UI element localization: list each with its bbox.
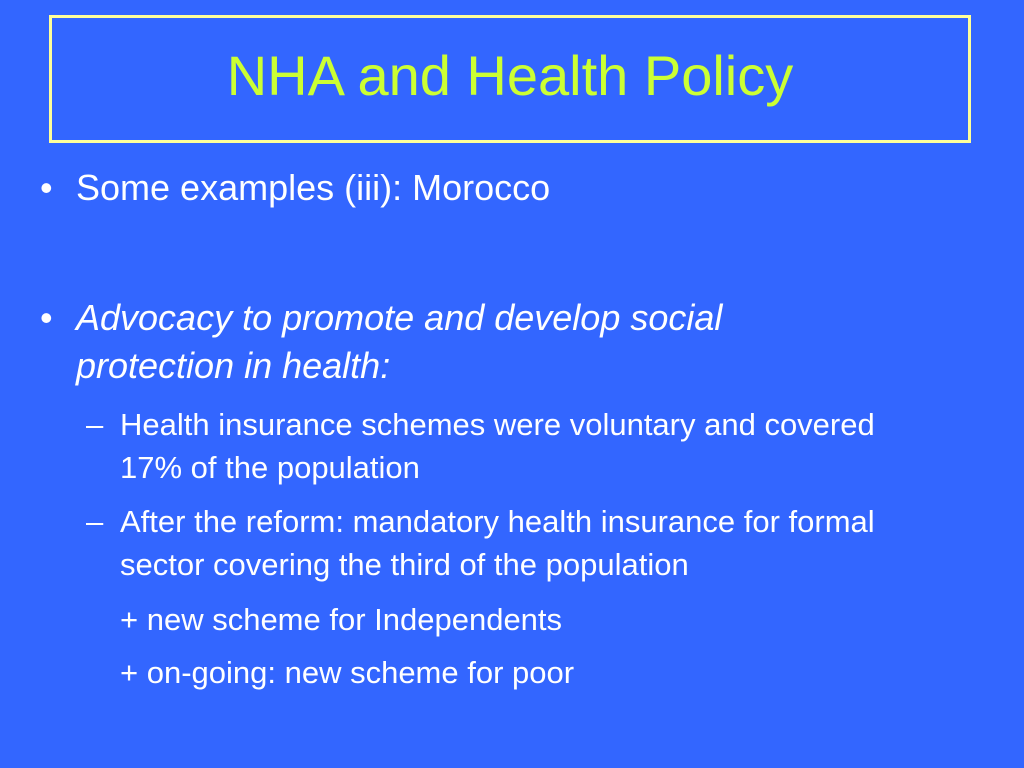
bullet-marker: • bbox=[40, 297, 53, 338]
bullet-text: Advocacy to promote and develop social protection in health: bbox=[76, 297, 723, 386]
slide-title: NHA and Health Policy bbox=[226, 44, 794, 107]
sub-bullet-item bbox=[86, 403, 930, 489]
bullet-marker: • bbox=[40, 167, 53, 208]
sub-bullet-marker: – bbox=[86, 407, 104, 442]
bullet-text: Some examples (iii): Morocco bbox=[76, 167, 551, 208]
bullet-item bbox=[40, 294, 876, 390]
sub-bullet-text: After the reform: mandatory health insurance for formal sector covering the third of the population bbox=[120, 504, 875, 582]
plus-line: + on-going: new scheme for poor bbox=[120, 655, 575, 690]
sub-bullet-text: Health insurance schemes were voluntary and covered 17% of the population bbox=[120, 407, 875, 485]
sub-bullet-item bbox=[86, 500, 930, 586]
plus-line: + new scheme for Independents bbox=[120, 602, 563, 637]
bullet-item bbox=[40, 164, 876, 212]
sub-bullet-marker: – bbox=[86, 504, 104, 539]
